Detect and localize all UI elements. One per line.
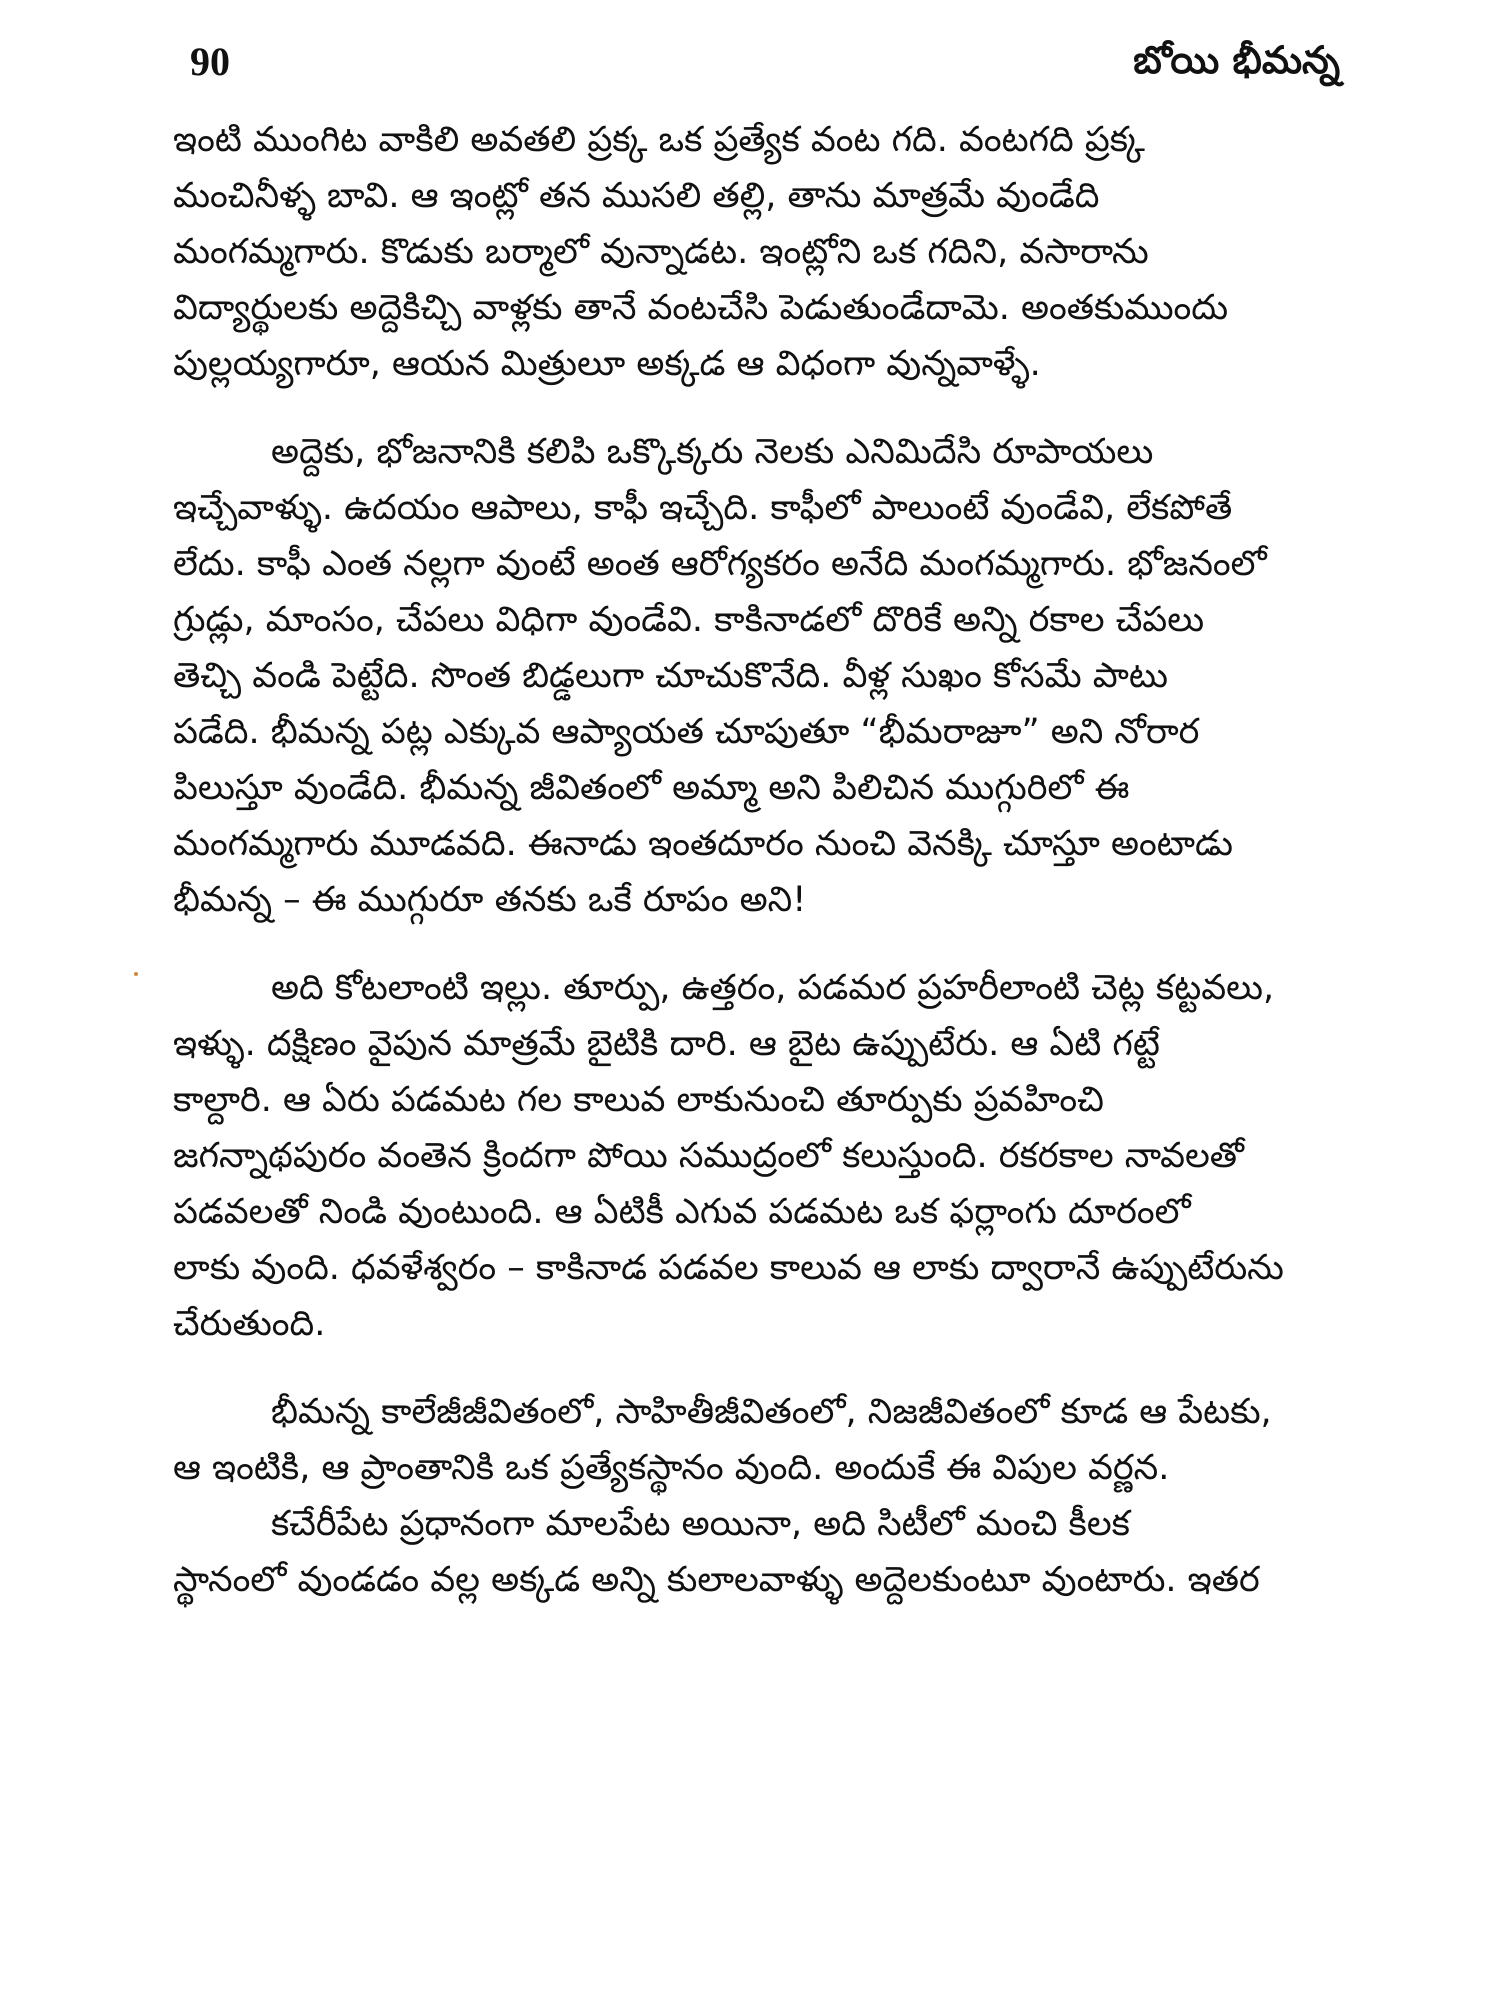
text-line: మంగమ్మగారు మూడవది. ఈనాడు ఇంతదూరం నుంచి వెనక్కి చూస్తూ అంటాడు <box>173 824 1234 864</box>
text-line: పడవలతో నిండి వుంటుంది. ఆ ఏటికీ ఎగువ పడమట ఒక ఫర్లాంగు దూరంలో <box>173 1192 1191 1232</box>
text-line: విద్యార్థులకు అద్దెకిచ్చి వాళ్లకు తానే వంటచేసి పెడుతుండేదామె. అంతకుముందు <box>173 288 1229 328</box>
text-line: భీమన్న – ఈ ముగ్గురూ తనకు ఒకే రూపం అని! <box>173 880 807 920</box>
ink-speck <box>134 972 138 976</box>
text-line: లాకు వుంది. ధవళేశ్వరం – కాకినాడ పడవల కాలువ ఆ లాకు ద్వారానే ఉప్పుటేరును <box>173 1248 1284 1288</box>
text-line: ఇంటి ముంగిట వాకిలి అవతలి ప్రక్క ఒక ప్రత్యేక వంట గది. వంటగది ప్రక్క <box>173 120 1145 160</box>
text-line: తెచ్చి వండి పెట్టేది. సొంత బిడ్డలుగా చూచుకొనేది. వీళ్ల సుఖం కోసమే పాటు <box>173 656 1169 696</box>
text-line: మంగమ్మగారు. కొడుకు బర్మాలో వున్నాడట. ఇంట్లోని ఒక గదిని, వసారాను <box>173 232 1149 272</box>
text-line: అది కోటలాంటి ఇల్లు. తూర్పు, ఉత్తరం, పడమర ప్రహరీలాంటి చెట్ల కట్టవలు, <box>271 968 1275 1008</box>
page-header <box>190 38 1340 108</box>
page-number: 90 <box>190 39 230 84</box>
text-line: గ్రుడ్లు, మాంసం, చేపలు విధిగా వుండేవి. కాకినాడలో దొరికే అన్ని రకాల చేపలు <box>173 600 1205 640</box>
text-line: అద్దెకు, భోజనానికి కలిపి ఒక్కొక్కరు నెలకు ఎనిమిదేసి రూపాయలు <box>271 432 1154 472</box>
body-text <box>173 112 1323 1608</box>
paragraph-gap <box>173 392 1323 424</box>
text-line: ఇళ్ళు. దక్షిణం వైపున మాత్రమే బైటికి దారి. ఆ బైట ఉప్పుటేరు. ఆ ఏటి గట్టే <box>173 1024 1160 1064</box>
text-line: పిలుస్తూ వుండేది. భీమన్న జీవితంలో అమ్మా అని పిలిచిన ముగ్గురిలో ఈ <box>173 768 1130 808</box>
text-line: కచేరీపేట ప్రధానంగా మాలపేట అయినా, అది సిటీలో మంచి కీలక <box>271 1504 1130 1544</box>
text-line: స్థానంలో వుండడం వల్ల అక్కడ అన్ని కులాలవాళ్ళు అద్దెలకుంటూ వుంటారు. ఇతర <box>173 1560 1260 1600</box>
text-line: లేదు. కాఫీ ఎంత నల్లగా వుంటే అంత ఆరోగ్యకరం అనేది మంగమ్మగారు. భోజనంలో <box>173 544 1267 584</box>
text-line: ఆ ఇంటికి, ఆ ప్రాంతానికి ఒక ప్రత్యేకస్థానం వుంది. అందుకే ఈ విపుల వర్ణన. <box>173 1448 1170 1488</box>
running-title: బోయి భీమన్న <box>1133 38 1340 82</box>
paragraph-gap <box>173 1352 1323 1384</box>
text-line: జగన్నాథపురం వంతెన క్రిందగా పోయి సముద్రంలో కలుస్తుంది. రకరకాల నావలతో <box>173 1136 1244 1176</box>
text-line: ఇచ్చేవాళ్ళు. ఉదయం ఆపాలు, కాఫీ ఇచ్చేది. కాఫీలో పాలుంటే వుండేవి, లేకపోతే <box>173 488 1233 528</box>
text-line: చేరుతుంది. <box>173 1304 326 1344</box>
text-line: పడేది. భీమన్న పట్ల ఎక్కువ ఆప్యాయత చూపుతూ “భీమరాజూ” అని నోరార <box>173 712 1200 752</box>
text-line: కాల్దారి. ఆ ఏరు పడమట గల కాలువ లాకునుంచి తూర్పుకు ప్రవహించి <box>173 1080 1104 1120</box>
text-line: భీమన్న కాలేజీజీవితంలో, సాహితీజీవితంలో, నిజజీవితంలో కూడ ఆ పేటకు, <box>271 1392 1272 1432</box>
paragraph-gap <box>173 928 1323 960</box>
text-line: మంచినీళ్ళ బావి. ఆ ఇంట్లో తన ముసలి తల్లి, తాను మాత్రమే వుండేది <box>173 176 1100 216</box>
text-line: పుల్లయ్యగారూ, ఆయన మిత్రులూ అక్కడ ఆ విధంగా వున్నవాళ్ళే. <box>173 344 1041 384</box>
